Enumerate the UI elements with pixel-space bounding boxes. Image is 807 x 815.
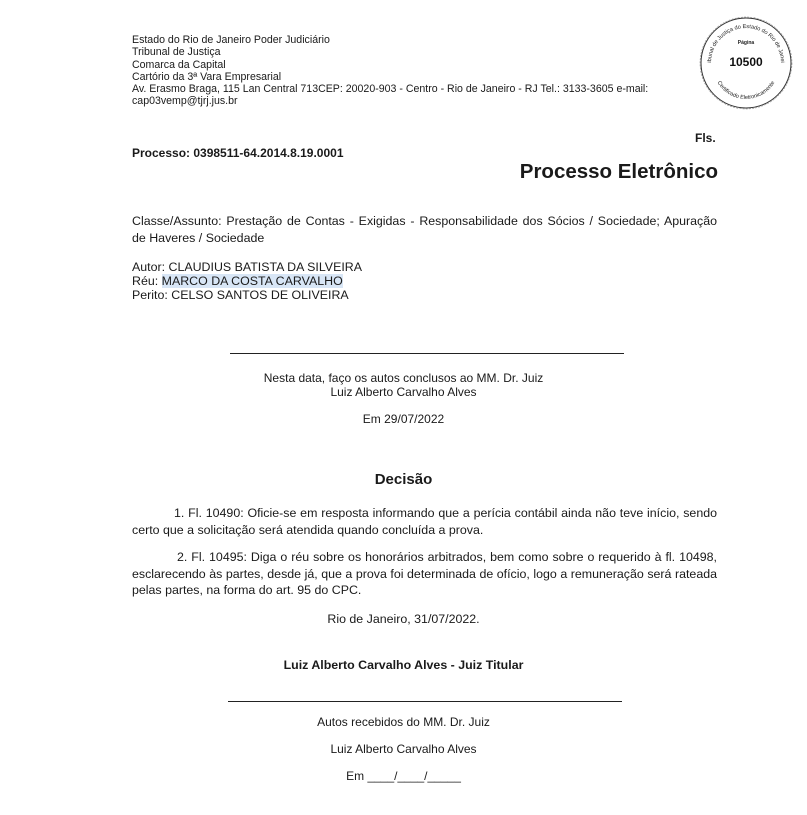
- decision-item-2: 2. Fl. 10495: Diga o réu sobre os honorários arbitrados, bem como sobre o requerido à fl. 10498, esclarecendo às partes, desde já, que a prova foi determinada de ofício, logo a remuneração será rateada pelas partes, na forma do art. 95 do CPC.: [132, 550, 717, 597]
- decision-heading: Decisão: [374, 471, 433, 488]
- court-header: [132, 34, 648, 108]
- separator-rule-2: [228, 701, 622, 702]
- judge-signature: Luiz Alberto Carvalho Alves - Juiz Titular: [283, 658, 524, 672]
- reu-line: [132, 274, 362, 288]
- header-comarca: Comarca da Capital: [132, 58, 226, 71]
- svg-text:Certificado Eletronicamente: [716, 80, 777, 101]
- page-title: Processo Eletrônico: [519, 160, 718, 183]
- conclusao-block: [0, 371, 807, 426]
- seal-bottom-text: Certificado Eletronicamente: [715, 80, 777, 101]
- recebimento-block: [0, 715, 807, 783]
- autor-line: Autor: CLAUDIUS BATISTA DA SILVEIRA: [132, 260, 362, 274]
- perito-line: Perito: CELSO SANTOS DE OLIVEIRA: [132, 288, 349, 302]
- header-email: cap03vemp@tjrj.jus.br: [132, 95, 238, 108]
- header-state: Estado do Rio de Janeiro Poder Judiciário: [132, 34, 330, 46]
- seal-label: Página: [737, 40, 755, 46]
- seal-top-text: ibunal de Justiça do Estado do Rio de Janei: [706, 23, 786, 63]
- seal-page-number: 10500: [729, 55, 763, 69]
- header-address: Av. Erasmo Braga, 115 Lan Central 713CEP: 20020-903 - Centro - Rio de Janeiro - RJ Tel.: 3133-3605 e-mail:: [132, 83, 649, 96]
- certification-seal: [699, 16, 793, 110]
- fls-label: Fls.: [695, 131, 716, 145]
- conclusao-text: Nesta data, faço os autos conclusos ao MM. Dr. Juiz: [263, 371, 544, 385]
- recebimento-date: Em ____/____/_____: [346, 769, 461, 783]
- header-cartorio: Cartório da 3ª Vara Empresarial: [132, 70, 282, 83]
- recebimento-text: Autos recebidos do MM. Dr. Juiz: [317, 715, 490, 729]
- reu-label: Réu:: [132, 274, 162, 288]
- classe-assunto: Classe/Assunto: Prestação de Contas - Exigidas - Responsabilidade dos Sócios / Sociedade; Apuração de Haveres / Sociedade: [132, 214, 717, 245]
- header-tribunal: Tribunal de Justiça: [132, 46, 221, 59]
- conclusao-judge: Luiz Alberto Carvalho Alves: [330, 385, 477, 399]
- process-number: Processo: 0398511-64.2014.8.19.0001: [132, 146, 344, 160]
- conclusao-date: Em 29/07/2022: [362, 412, 445, 426]
- separator-rule: [230, 353, 624, 354]
- decision-item-1: 1. Fl. 10490: Oficie-se em resposta informando que a perícia contábil ainda não teve início, sendo certo que a solicitação será atendida quando concluída a prova.: [132, 506, 717, 537]
- reu-name[interactable]: MARCO DA COSTA CARVALHO: [161, 274, 343, 288]
- place-date: Rio de Janeiro, 31/07/2022.: [327, 612, 480, 626]
- recebimento-judge: Luiz Alberto Carvalho Alves: [330, 742, 477, 756]
- parties-block: [132, 260, 362, 302]
